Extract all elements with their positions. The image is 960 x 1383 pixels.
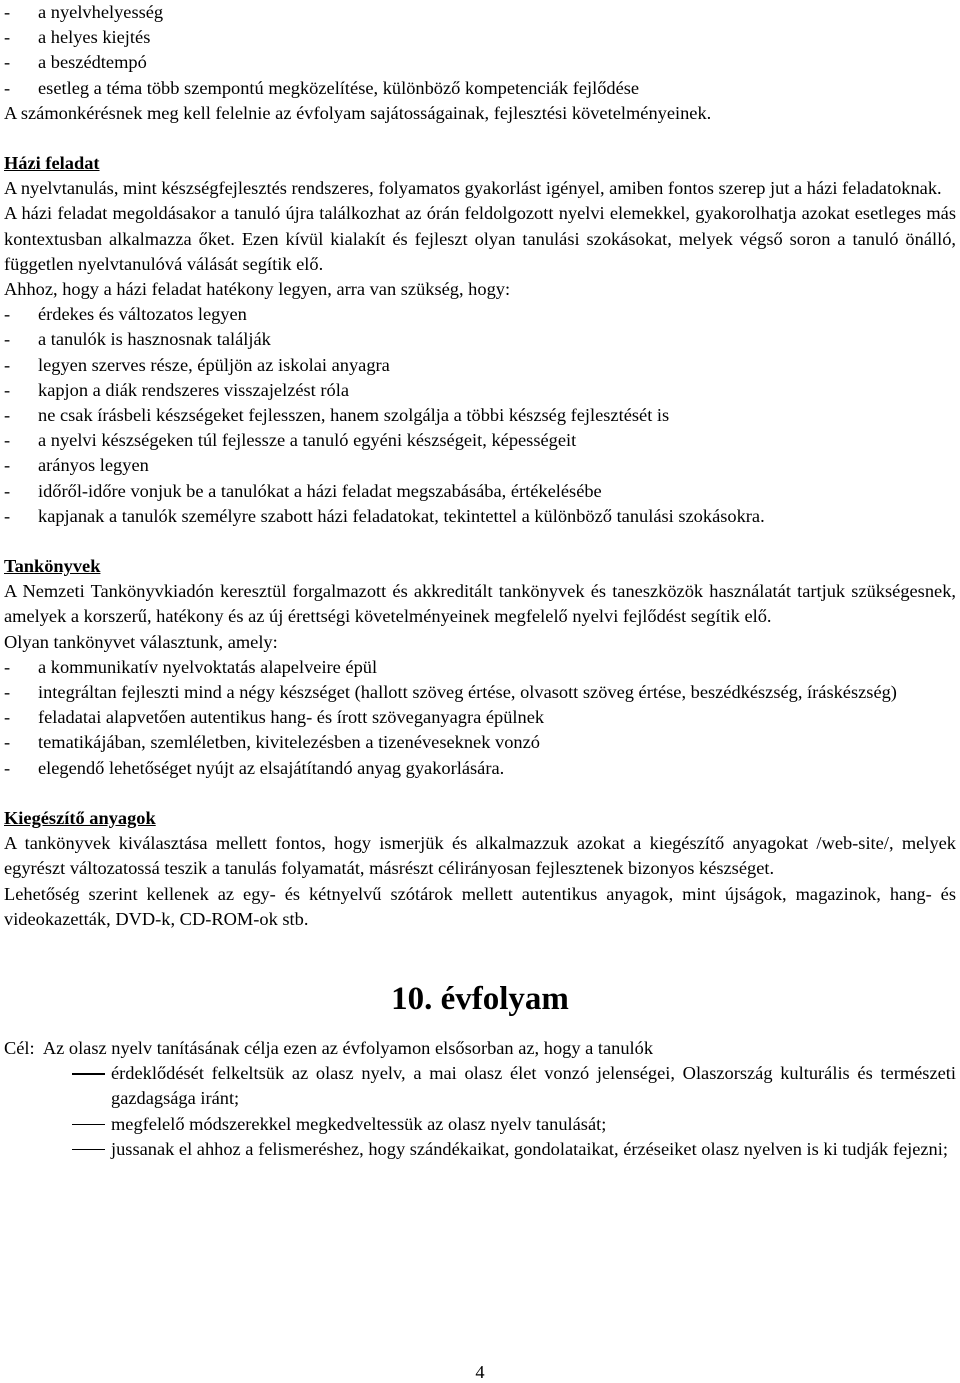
- list-item: [4, 1112, 956, 1137]
- page-number: 4: [475, 1362, 485, 1382]
- section-title-hazi-feladat: Házi feladat: [4, 153, 100, 174]
- list-item-text: időről-időre vonjuk be a tanulókat a házi feladat megszabásába, értékelésébe: [38, 480, 602, 501]
- document-page: [4, 0, 956, 1162]
- list-dash: [4, 1112, 111, 1137]
- list-item: [4, 479, 956, 504]
- list-item: [4, 453, 956, 478]
- paragraph: A házi feladat megoldásakor a tanuló újra találkozhat az órán feldolgozott nyelvi elemekkel, gyakorolhatja azokat esetleges más kontextusban alkalmazza őket. Ezen kívül kialakít és fejleszt olyan tanulási szokásokat, melyek végső soron a tanuló önálló, független nyelvtanulóvá válását segítik elő.: [4, 203, 956, 274]
- list-item: [4, 730, 956, 755]
- list-item: [4, 705, 956, 730]
- paragraph: Lehetőség szerint kellenek az egy- és kétnyelvű szótárok mellett autentikus anyagok, mint újságok, magazinok, hang- és videokazetták, DVD-k, CD-ROM-ok stb.: [4, 883, 956, 929]
- list-item-text: ne csak írásbeli készségeket fejlesszen, hanem szolgálja a többi készség fejlesztését is: [38, 405, 670, 426]
- list-item-text: jussanak el ahhoz a felismeréshez, hogy szándékaikat, gondolataikat, érzéseiket olasz nyelven is ki tudják fejezni;: [111, 1138, 948, 1159]
- list-item: [4, 353, 956, 378]
- list-item-text: a helyes kiejtés: [38, 27, 151, 48]
- list-dash: -: [4, 27, 11, 48]
- list-item: [4, 428, 956, 453]
- list-item: [4, 680, 956, 705]
- list-item-text: a nyelvi készségeken túl fejlessze a tanuló egyéni készségeit, képességeit: [38, 430, 577, 451]
- list-dash: -: [4, 430, 11, 451]
- assessment-paragraph: A számonkérésnek meg kell felelnie az évfolyam sajátosságainak, fejlesztési követelményeinek.: [4, 102, 712, 123]
- list-item-text: arányos legyen: [38, 455, 149, 476]
- homework-requirements-list: [4, 302, 956, 529]
- list-item: [4, 1061, 956, 1111]
- paragraph: A tankönyvek kiválasztása mellett fontos, hogy ismerjük és alkalmazzuk azokat a kiegészítő anyagokat /web-site/, melyek egyrészt változatossá teszik a tanulás folyamatát, másrészt célirányosan fejlesztenek bizonyos készséget.: [4, 833, 956, 879]
- goal-list: [4, 1061, 956, 1162]
- list-dash: -: [4, 354, 11, 375]
- list-item: [4, 76, 956, 101]
- list-item: [4, 1137, 956, 1162]
- list-dash: -: [4, 505, 11, 526]
- list-dash: -: [4, 379, 11, 400]
- list-item-text: a kommunikatív nyelvoktatás alapelveire épül: [38, 656, 378, 677]
- list-dash: -: [4, 480, 11, 501]
- list-item-text: megfelelő módszerekkel megkedveltessük az olasz nyelv tanulását;: [111, 1113, 607, 1134]
- paragraph: Olyan tankönyvet választunk, amely:: [4, 631, 278, 652]
- list-dash: -: [4, 757, 11, 778]
- list-dash: [4, 1061, 111, 1111]
- list-item-text: a tanulók is hasznosnak találják: [38, 329, 271, 350]
- list-dash: -: [4, 405, 11, 426]
- list-item: [4, 378, 956, 403]
- section-title-tankonyvek: Tankönyvek: [4, 556, 101, 577]
- list-item-text: integráltan fejleszti mind a négy készséget (hallott szöveg értése, olvasott szöveg értése, beszédkészség, íráskészség): [38, 682, 897, 703]
- list-dash: -: [4, 707, 11, 728]
- paragraph: A nyelvtanulás, mint készségfejlesztés rendszeres, folyamatos gyakorlást igényel, amiben fontos szerep jut a házi feladatoknak.: [4, 178, 942, 199]
- goal-line: Cél: Az olasz nyelv tanításának célja ezen az évfolyamon elsősorban az, hogy a tanulók: [4, 1037, 654, 1058]
- section-title-kiegeszito-anyagok: Kiegészítő anyagok: [4, 807, 156, 828]
- list-item-text: esetleg a téma több szempontú megközelítése, különböző kompetenciák fejlődése: [38, 77, 640, 98]
- list-item: [4, 756, 956, 781]
- list-item-text: kapjon a diák rendszeres visszajelzést róla: [38, 379, 349, 400]
- textbook-criteria-list: [4, 655, 956, 781]
- list-dash: -: [4, 304, 11, 325]
- list-dash: -: [4, 2, 11, 22]
- list-item-text: a beszédtempó: [38, 52, 147, 73]
- list-dash: -: [4, 732, 11, 753]
- list-item: [4, 302, 956, 327]
- list-dash: -: [4, 329, 11, 350]
- list-item-text: érdekes és változatos legyen: [38, 304, 247, 325]
- list-item: [4, 25, 956, 50]
- list-dash: -: [4, 682, 11, 703]
- list-item: [4, 327, 956, 352]
- list-item-text: elegendő lehetőséget nyújt az elsajátítandó anyag gyakorlására.: [38, 757, 505, 778]
- list-item: [4, 403, 956, 428]
- grade-heading: 10. évfolyam: [391, 980, 569, 1017]
- list-item: [4, 504, 956, 529]
- list-item-text: a nyelvhelyesség: [38, 2, 164, 22]
- list-item: [4, 0, 956, 25]
- paragraph: A Nemzeti Tankönyvkiadón keresztül forgalmazott és akkreditált tankönyvek és taneszközök használatát tartjuk szükségesnek, amelyek a korszerű, hatékony és az új érettségi követelményeinek megfelelő nyelvi fejlődést segítik elő.: [4, 581, 956, 627]
- list-dash: [4, 1137, 111, 1162]
- top-list: [4, 0, 956, 101]
- list-item-text: tematikájában, szemléletben, kivitelezésben a tizenéveseknek vonzó: [38, 732, 540, 753]
- list-dash: -: [4, 455, 11, 476]
- list-dash: -: [4, 77, 11, 98]
- list-item: [4, 50, 956, 75]
- list-item-text: kapjanak a tanulók személyre szabott házi feladatokat, tekintettel a különböző tanulási szokásokra.: [38, 505, 765, 526]
- list-dash: -: [4, 656, 11, 677]
- list-dash: -: [4, 52, 11, 73]
- list-item-text: legyen szerves része, épüljön az iskolai anyagra: [38, 354, 390, 375]
- list-item-text: érdeklődését felkeltsük az olasz nyelv, a mai olasz élet vonzó jelenségei, Olaszország kulturális és természeti gazdagsága iránt;: [111, 1063, 956, 1109]
- paragraph: Ahhoz, hogy a házi feladat hatékony legyen, arra van szükség, hogy:: [4, 279, 511, 300]
- list-item: [4, 655, 956, 680]
- list-item-text: feladatai alapvetően autentikus hang- és írott szöveganyagra épülnek: [38, 707, 545, 728]
